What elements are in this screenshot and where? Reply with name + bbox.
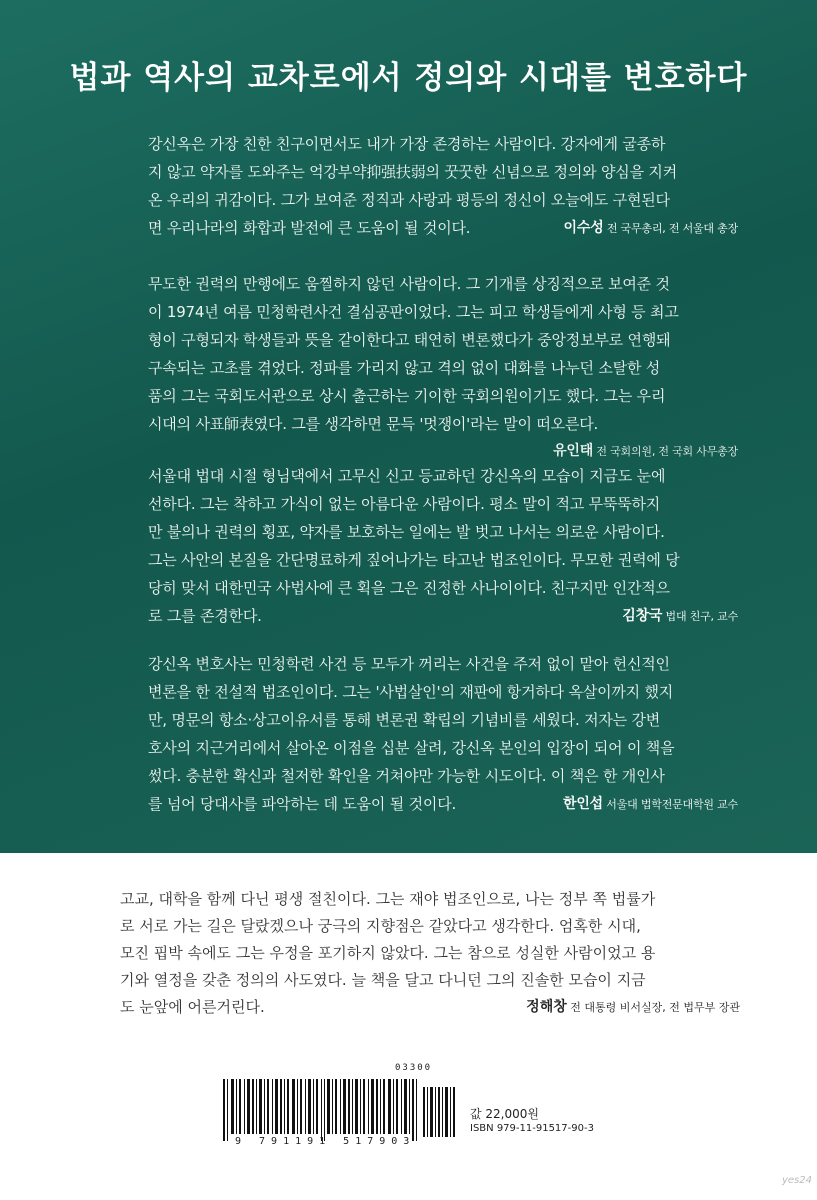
blurb-line: 기와 열정을 갖춘 정의의 사도였다. 늘 책을 달고 다니던 그의 진솔한 모습이 지금 [120, 971, 646, 989]
attribution [564, 214, 738, 242]
blurb-line: 강신옥 변호사는 민청학련 사건 등 모두가 꺼리는 사건을 주저 없이 맡아 헌신적인 [148, 655, 670, 673]
blurb-line: 고교, 대학을 함께 다닌 평생 절친이다. 그는 재야 법조인으로, 나는 정부 쪽 법률가 [120, 890, 656, 908]
attribution [563, 790, 738, 818]
blurb-1 [148, 130, 738, 242]
barcode-bars [223, 1079, 455, 1141]
blurb-line: 모진 핍박 속에도 그는 우정을 포기하지 않았다. 그는 참으로 성실한 사람이었고 용 [120, 944, 656, 962]
attribution-name: 한인섭 [563, 796, 603, 812]
price: 값 22,000원 [470, 1107, 539, 1121]
blurb-line-with-attribution [148, 790, 738, 818]
blurb-line: 이 1974년 여름 민청학련사건 결심공판이었다. 그는 피고 학생들에게 사형 등 최고 [148, 303, 679, 321]
attribution [622, 602, 738, 630]
attribution [526, 994, 740, 1021]
blurb-2 [148, 270, 738, 465]
blurb-line: 썼다. 충분한 확신과 철저한 확인을 거쳐야만 가능한 시도이다. 이 책은 한 개인사 [148, 767, 665, 785]
blurb-line: 무도한 권력의 만행에도 움찔하지 않던 사람이다. 그 기개를 상징적으로 보여준 것 [148, 275, 670, 293]
attribution-name: 유인태 [553, 443, 594, 459]
attribution-title: 전 국무총리, 전 서울대 총장 [606, 222, 738, 235]
blurb-line-with-attribution [148, 602, 738, 630]
attribution-title: 법대 친구, 교수 [665, 610, 738, 623]
attribution-name: 정해창 [526, 999, 567, 1015]
barcode-digits: 9 791191 517903 [235, 1136, 416, 1147]
blurb-line-with-attribution [120, 994, 740, 1021]
blurb-line: 시대의 사표師表였다. 그를 생각하면 문득 '멋쟁이'라는 말이 떠오른다. [148, 415, 599, 433]
attribution-name: 이수성 [563, 220, 604, 236]
blurb-line: 로 그를 존경한다. [148, 607, 262, 625]
attribution-title: 서울대 법학전문대학원 교수 [606, 798, 738, 811]
attribution-name: 김창국 [622, 608, 663, 624]
blurb-line: 서울대 법대 시절 형님댁에서 고무신 신고 등교하던 강신옥의 모습이 지금도 눈에 [148, 467, 666, 485]
bottom-blurb [120, 886, 740, 1021]
watermark: yes24 [782, 1175, 813, 1186]
headline: 법과 역사의 교차로에서 정의와 시대를 변호하다 [69, 60, 748, 96]
blurb-line: 변론을 한 전설적 법조인이다. 그는 '사법살인'의 재판에 항거하다 옥살이까지 했지 [148, 683, 674, 701]
blurb-line: 로 서로 가는 길은 달랐겠으나 궁극의 지향점은 같았다고 생각한다. 엄혹한 시대, [120, 917, 641, 935]
blurb-line: 온 우리의 귀감이다. 그가 보여준 정직과 사랑과 평등의 정신이 오늘에도 구현된다 [148, 191, 670, 209]
blurb-line-with-attribution [148, 214, 738, 242]
blurb-3 [148, 462, 738, 630]
blurb-4 [148, 650, 738, 818]
blurb-line: 면 우리나라의 화합과 발전에 큰 도움이 될 것이다. [148, 219, 471, 237]
blurb-line: 구속되는 고초를 겪었다. 정파를 가리지 않고 격의 없이 대화를 나누던 소탈한 성 [148, 359, 661, 377]
isbn: ISBN 979-11-91517-90-3 [470, 1123, 594, 1134]
blurb-line: 품의 그는 국회도서관으로 상시 출근하는 기이한 국회의원이기도 했다. 그는 우리 [148, 387, 666, 405]
blurb-line: 선하다. 그는 착하고 가식이 없는 아름다운 사람이다. 평소 말이 적고 무뚝뚝하지 [148, 495, 661, 513]
blurb-line: 형이 구형되자 학생들과 뜻을 같이한다고 태연히 변론했다가 중앙정보부로 연행돼 [148, 331, 671, 349]
blurb-line: 만 불의나 권력의 횡포, 약자를 보호하는 일에는 발 벗고 나서는 의로운 사람이다. [148, 523, 665, 541]
attribution-title: 전 대통령 비서실장, 전 법무부 장관 [570, 1001, 740, 1014]
barcode-addon-digits: 03300 [395, 1063, 433, 1073]
blurb-line: 그는 사안의 본질을 간단명료하게 짚어나가는 타고난 법조인이다. 무모한 권력에 당 [148, 551, 680, 569]
attribution-title: 전 국회의원, 전 국회 사무총장 [596, 445, 738, 458]
attribution [148, 438, 738, 465]
blurb-line: 강신옥은 가장 친한 친구이면서도 내가 가장 존경하는 사람이다. 강자에게 굴종하 [148, 135, 666, 153]
blurb-line: 를 넘어 당대사를 파악하는 데 도움이 될 것이다. [148, 795, 457, 813]
blurb-line: 지 않고 약자를 도와주는 억강부약抑强扶弱의 꿋꿋한 신념으로 정의와 양심을 지켜 [148, 163, 678, 181]
blurb-line: 호사의 지근거리에서 살아온 이점을 십분 살려, 강신옥 본인의 입장이 되어 이 책을 [148, 739, 675, 757]
blurb-line: 도 눈앞에 어른거린다. [120, 998, 265, 1016]
blurb-line: 당히 맞서 대한민국 사법사에 큰 획을 그은 진정한 사나이이다. 친구지만 인간적으 [148, 579, 670, 597]
blurb-line: 만, 명문의 항소·상고이유서를 통해 변론권 확립의 기념비를 세웠다. 저자는 강변 [148, 711, 661, 729]
